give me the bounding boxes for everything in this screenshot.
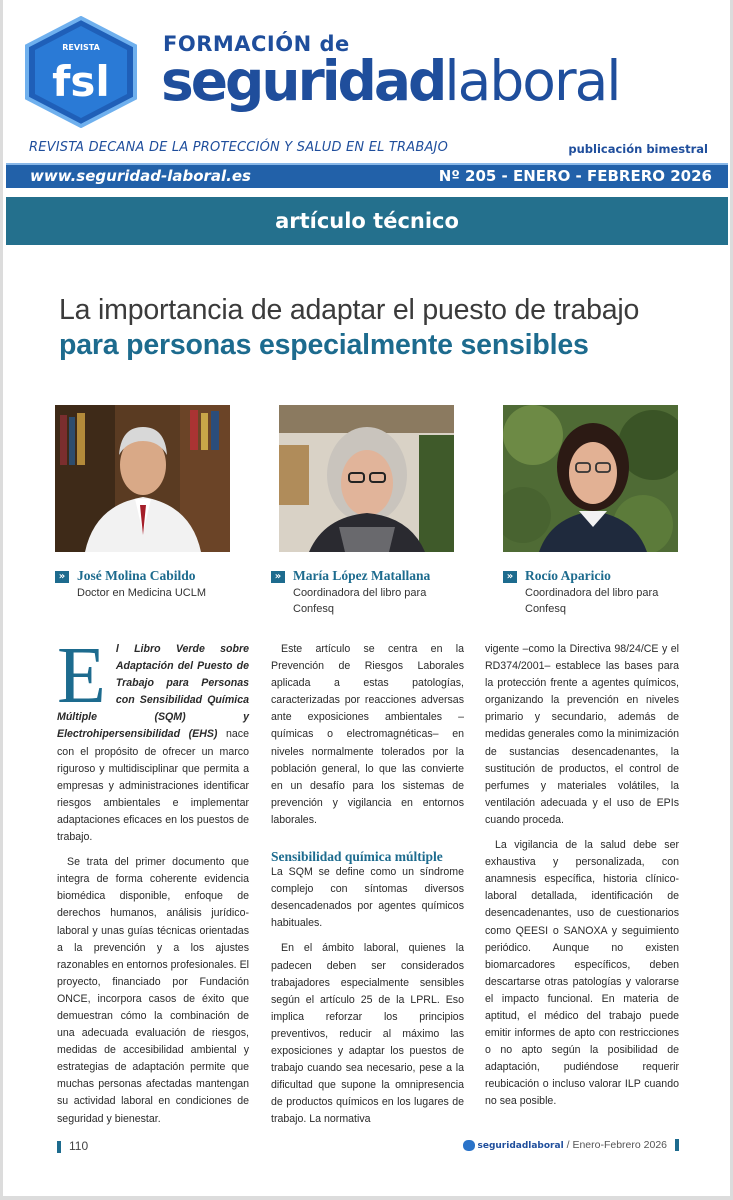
- article-column-2: [271, 641, 464, 1128]
- paragraph-3: Este artículo se centra en la Prevención de Riesgos Laborales aplicada a estas patologías, caracterizadas por reacciones adversas ante exposiciones ambientales –químicas o electromagnéticas– en niveles normalmente tolerados por la población general, lo que las convierte en un desafío para los sistemas de prevención y vigilancia en entornos laborales.: [271, 643, 464, 826]
- paragraph-4: La SQM se define como un síndrome complejo con síntomas diversos desencadenados por agentes químicos habituales.: [271, 866, 464, 930]
- author-name-2: » María López Matallana: [271, 568, 430, 584]
- author-role-2: Coordinadora del libro para Confesq: [293, 587, 427, 615]
- mini-logo-icon: [463, 1140, 475, 1151]
- section-band: [6, 197, 728, 245]
- paragraph-7: La vigilancia de la salud debe ser exhaustiva y personalizada, con anamnesis específica, historia clínico-laboral detallada, identificación de desencadenantes, uso de cuestionarios como QEESI o SANOXA y seguimiento periódico. Aunque no existen biomarcadores específicos, deben descartarse otras patologías y valorarse el impacto funcional. En materia de aptitud, el médico del trabajo puede emitir informes de apto con restricciones o no apto según la posibilidad de adaptación, pudiéndose requerir reubicación o incluso valorar ILP cuando no sea posible.: [485, 839, 679, 1108]
- tagline: REVISTA DECANA DE LA PROTECCIÓN Y SALUD EN EL TRABAJO: [29, 140, 449, 155]
- brand-light: laboral: [444, 49, 620, 113]
- article-column-1: [57, 632, 249, 1128]
- author-photo-1: [55, 405, 230, 552]
- brand-bold: seguridad: [161, 49, 445, 113]
- author-photo-2: [279, 405, 454, 552]
- article-title-line2: para personas especialmente sensibles: [59, 329, 589, 361]
- page-number: 110: [57, 1139, 88, 1153]
- paragraph-1: El Libro Verde sobre Adaptación del Puesto de Trabajo para Personas con Sensibilidad Química Múltiple (SQM) y Electrohipersensibilidad (EHS) nace con el propósito de ofrecer un marco riguroso y multidisciplinar que permita a empresas y administraciones identificar riesgos ambientales e implementar adaptaciones eficaces en los puestos de trabajo.: [57, 632, 249, 844]
- fsl-logo-badge: [19, 16, 143, 128]
- issue-bar: [6, 163, 728, 188]
- publication-frequency: publicación bimestral: [568, 142, 708, 156]
- chevron-right-icon: »: [55, 571, 69, 583]
- author-name-1: » José Molina Cabildo: [55, 568, 196, 584]
- mini-brand: seguridadlaboral: [477, 1141, 564, 1151]
- author-photo-3: [503, 405, 678, 552]
- badge-big-text: fsl: [52, 57, 110, 106]
- magazine-page: [3, 0, 730, 1196]
- brand-wordmark: [161, 50, 620, 112]
- chevron-right-icon: »: [503, 571, 517, 583]
- page-edge: [0, 1196, 733, 1200]
- paragraph-6: vigente –como la Directiva 98/24/CE y el RD374/2001– establece las bases para la protección frente a agentes químicos, organizando la prevención en niveles primario y secundario, además de medidas generales como la minimización de sustancias desencadenantes, la sustitución de productos, el control de perfumes y materiales volátiles, la ventilación adecuada y el uso de EPIs cuando proceda.: [485, 643, 679, 826]
- badge-small-text: REVISTA: [62, 43, 100, 52]
- lead-text: l Libro Verde sobre Adaptación del Puesto de Trabajo para Personas con Sensibilidad Química Múltiple (SQM) y Electrohipersensibilidad (EHS): [57, 643, 249, 741]
- footer-issue: seguridadlaboral / Enero-Febrero 2026: [463, 1139, 679, 1151]
- issue-number: Nº 205 - ENERO - FEBRERO 2026: [438, 167, 712, 185]
- page-marker-icon: [675, 1139, 679, 1151]
- subhead: Sensibilidad química múltiple: [271, 849, 443, 865]
- drop-cap: E: [57, 632, 106, 720]
- article-title-line1: La importancia de adaptar el puesto de trabajo: [59, 294, 640, 326]
- section-label: artículo técnico: [275, 209, 459, 233]
- chevron-right-icon: »: [271, 571, 285, 583]
- author-name-3: » Rocío Aparicio: [503, 568, 611, 584]
- paragraph-2: Se trata del primer documento que integra de forma coherente evidencia biomédica disponible, enfoque de derechos humanos, análisis jurídico-laboral y unas guías técnicas orientadas a la prevención y a los ajustes razonables en entornos profesionales. El proyecto, financiado por Fundación ONCE, incorpora casos de éxito que demuestran cómo la combinación de una adecuada evaluación de riesgos, medidas de accesibilidad ambiental y estrategias de adaptación permite que muchas personas afectadas mantengan su actividad laboral en condiciones de seguridad y bienestar.: [57, 856, 249, 1125]
- website-link[interactable]: www.seguridad-laboral.es: [30, 167, 251, 185]
- brand-top: FORMACIÓN de: [163, 32, 350, 56]
- author-role-1: Doctor en Medicina UCLM: [77, 587, 206, 599]
- article-column-3: [485, 641, 679, 1111]
- paragraph-5: En el ámbito laboral, quienes la padecen deben ser considerados trabajadores especialmente sensibles según el artículo 25 de la LPRL. Eso implica reforzar los principios preventivos, reducir al máximo las exposiciones y adaptar los puestos de trabajo cuando sea necesario, pese a la dificultad que supone la omnipresencia de productos químicos en los lugares de trabajo. La normativa: [271, 942, 464, 1126]
- author-role-3: Coordinadora del libro para Confesq: [525, 587, 659, 615]
- page-marker-icon: [57, 1141, 61, 1153]
